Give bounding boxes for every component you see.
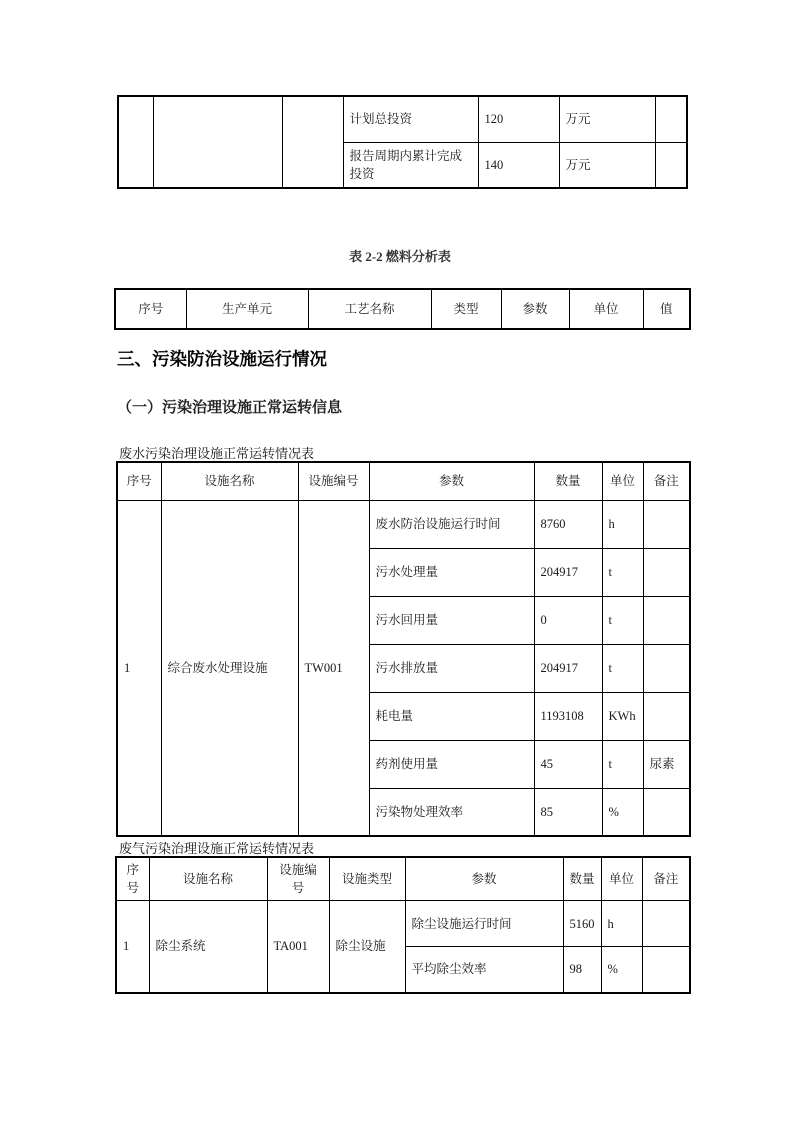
header-cell: 工艺名称 xyxy=(308,289,431,329)
cell-param: 药剂使用量 xyxy=(369,740,534,788)
cell-param: 除尘设施运行时间 xyxy=(405,901,563,947)
table-row xyxy=(118,96,687,142)
cell-qty: 5160 xyxy=(563,901,601,947)
cell-param: 废水防治设施运行时间 xyxy=(369,500,534,548)
header-cell: 设施编号 xyxy=(298,462,369,500)
empty-cell xyxy=(118,96,153,188)
cell-unit: % xyxy=(602,788,643,836)
header-cell: 单位 xyxy=(601,857,642,901)
wastewater-table xyxy=(116,461,691,837)
cell-facility-code: TA001 xyxy=(267,901,329,993)
wastewater-table-label: 废水污染治理设施正常运转情况表 xyxy=(119,446,315,461)
wastegas-table xyxy=(115,856,691,994)
cell-facility-name: 除尘系统 xyxy=(149,901,267,993)
cell-unit: KWh xyxy=(602,692,643,740)
table-header-row xyxy=(116,857,690,901)
cell-param: 污染物处理效率 xyxy=(369,788,534,836)
cell-remark xyxy=(642,901,690,947)
section-heading: 三、污染防治设施运行情况 xyxy=(117,349,327,369)
table-header-row xyxy=(115,289,690,329)
section-subheading: （一）污染治理设施正常运转信息 xyxy=(117,400,343,416)
cell-unit: t xyxy=(602,548,643,596)
cell-unit: t xyxy=(602,644,643,692)
cell-qty: 45 xyxy=(534,740,602,788)
investment-continuation-table xyxy=(117,95,688,189)
header-cell: 值 xyxy=(643,289,690,329)
cell-remark xyxy=(642,947,690,993)
fuel-table-title: 表 2-2 燃料分析表 xyxy=(349,249,451,264)
cell-param: 耗电量 xyxy=(369,692,534,740)
cell-qty: 204917 xyxy=(534,644,602,692)
cell-facility-no: 1 xyxy=(117,500,161,836)
cell-unit: % xyxy=(601,947,642,993)
cell-unit: t xyxy=(602,740,643,788)
empty-cell xyxy=(153,96,282,188)
table-row xyxy=(116,901,690,947)
cell-remark xyxy=(655,142,687,188)
cell-remark xyxy=(643,692,690,740)
cell-remark xyxy=(643,788,690,836)
cell-qty: 0 xyxy=(534,596,602,644)
header-cell: 设施名称 xyxy=(161,462,298,500)
header-cell: 数量 xyxy=(534,462,602,500)
header-cell: 生产单元 xyxy=(186,289,308,329)
header-cell: 设施名称 xyxy=(149,857,267,901)
cell-unit: h xyxy=(602,500,643,548)
header-cell: 备注 xyxy=(643,462,690,500)
cell-remark: 尿素 xyxy=(643,740,690,788)
cell-facility-type: 除尘设施 xyxy=(329,901,405,993)
header-cell: 参数 xyxy=(405,857,563,901)
cell-param: 污水处理量 xyxy=(369,548,534,596)
cell-value: 140 xyxy=(478,142,559,188)
header-cell: 类型 xyxy=(431,289,501,329)
cell-qty: 1193108 xyxy=(534,692,602,740)
cell-facility-no: 1 xyxy=(116,901,149,993)
header-cell: 参数 xyxy=(369,462,534,500)
header-cell: 序号 xyxy=(117,462,161,500)
cell-unit: t xyxy=(602,596,643,644)
header-cell: 备注 xyxy=(642,857,690,901)
cell-facility-name: 综合废水处理设施 xyxy=(161,500,298,836)
wastegas-table-label: 废气污染治理设施正常运转情况表 xyxy=(119,841,315,856)
cell-param: 污水回用量 xyxy=(369,596,534,644)
header-cell: 数量 xyxy=(563,857,601,901)
header-cell: 设施类型 xyxy=(329,857,405,901)
header-cell: 单位 xyxy=(602,462,643,500)
header-cell: 单位 xyxy=(569,289,643,329)
cell-param: 报告周期内累计完成投资 xyxy=(343,142,478,188)
header-cell: 序号 xyxy=(116,857,149,901)
fuel-analysis-table xyxy=(114,288,691,330)
cell-remark xyxy=(643,548,690,596)
empty-cell xyxy=(282,96,343,188)
cell-qty: 85 xyxy=(534,788,602,836)
cell-remark xyxy=(643,644,690,692)
cell-param: 计划总投资 xyxy=(343,96,478,142)
table-row xyxy=(117,500,690,548)
cell-qty: 98 xyxy=(563,947,601,993)
table-header-row xyxy=(117,462,690,500)
cell-param: 平均除尘效率 xyxy=(405,947,563,993)
cell-remark xyxy=(643,500,690,548)
cell-facility-code: TW001 xyxy=(298,500,369,836)
cell-param: 污水排放量 xyxy=(369,644,534,692)
header-cell: 设施编号 xyxy=(267,857,329,901)
cell-remark xyxy=(655,96,687,142)
cell-qty: 204917 xyxy=(534,548,602,596)
cell-unit: 万元 xyxy=(559,96,655,142)
header-cell: 参数 xyxy=(501,289,569,329)
cell-unit: h xyxy=(601,901,642,947)
cell-unit: 万元 xyxy=(559,142,655,188)
header-cell: 序号 xyxy=(115,289,186,329)
cell-value: 120 xyxy=(478,96,559,142)
cell-remark xyxy=(643,596,690,644)
cell-qty: 8760 xyxy=(534,500,602,548)
